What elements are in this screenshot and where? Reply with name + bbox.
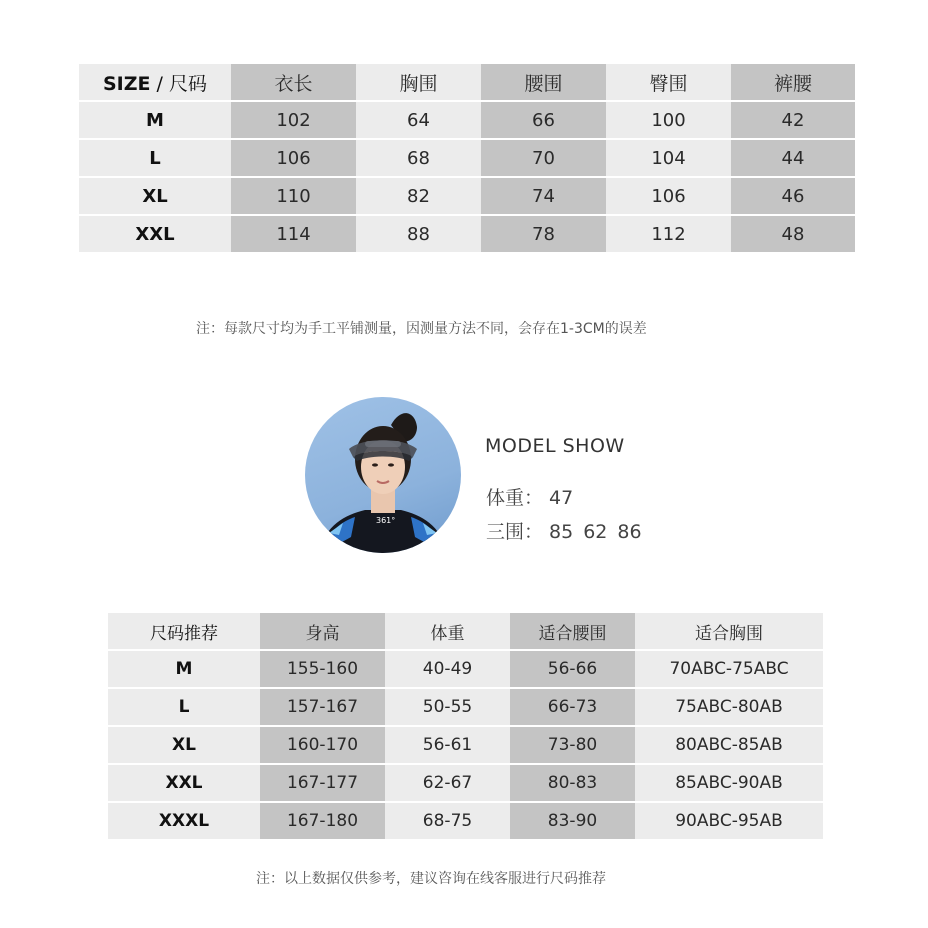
size-chart-header-length: 衣长 (231, 64, 356, 100)
size-chart-header-waist: 腰围 (481, 64, 606, 100)
size-recommendation-table (108, 611, 823, 841)
shirt-logo: 361° (376, 516, 396, 525)
table-cell: 50-55 (385, 689, 510, 725)
size-label: XL (108, 727, 260, 763)
model-weight-label: 体重： (486, 487, 544, 509)
table-cell: 83-90 (510, 803, 635, 839)
model-hip-value: 86 (617, 521, 642, 543)
table-cell: 40-49 (385, 651, 510, 687)
table-row (79, 102, 855, 138)
recommendation-header-row (108, 613, 823, 649)
recommendation-header-height: 身高 (260, 613, 385, 649)
size-label: XXL (79, 216, 231, 252)
size-chart-corner-header: SIZE / 尺码 (79, 64, 231, 100)
table-cell: 80ABC-85AB (635, 727, 823, 763)
recommendation-note: 注：以上数据仅供参考，建议咨询在线客服进行尺码推荐 (256, 871, 606, 887)
table-cell: 46 (731, 178, 855, 214)
table-cell: 56-66 (510, 651, 635, 687)
size-label: L (79, 140, 231, 176)
table-row (108, 651, 823, 687)
recommendation-header-weight: 体重 (385, 613, 510, 649)
table-cell: 167-180 (260, 803, 385, 839)
table-row (79, 178, 855, 214)
table-cell: 106 (606, 178, 731, 214)
table-cell: 104 (606, 140, 731, 176)
table-cell: 160-170 (260, 727, 385, 763)
table-cell: 68-75 (385, 803, 510, 839)
size-chart-header-hip: 臀围 (606, 64, 731, 100)
size-chart-header-row (79, 64, 855, 100)
table-cell: 42 (731, 102, 855, 138)
model-measurements (486, 517, 642, 544)
table-cell: 48 (731, 216, 855, 252)
size-chart-table (79, 62, 855, 254)
table-cell: 90ABC-95AB (635, 803, 823, 839)
table-cell: 66 (481, 102, 606, 138)
table-row (108, 689, 823, 725)
table-cell: 73-80 (510, 727, 635, 763)
table-cell: 106 (231, 140, 356, 176)
table-cell: 44 (731, 140, 855, 176)
table-cell: 88 (356, 216, 481, 252)
table-cell: 82 (356, 178, 481, 214)
table-cell: 157-167 (260, 689, 385, 725)
table-cell: 56-61 (385, 727, 510, 763)
table-cell: 70ABC-75ABC (635, 651, 823, 687)
table-cell: 167-177 (260, 765, 385, 801)
table-cell: 64 (356, 102, 481, 138)
size-label: XXL (108, 765, 260, 801)
table-cell: 155-160 (260, 651, 385, 687)
table-row (108, 727, 823, 763)
recommendation-corner-header: 尺码推荐 (108, 613, 260, 649)
model-show-title: MODEL SHOW (485, 435, 625, 457)
table-cell: 100 (606, 102, 731, 138)
model-weight-value: 47 (549, 487, 574, 509)
size-chart-header-pant-waist: 裤腰 (731, 64, 855, 100)
recommendation-header-waist: 适合腰围 (510, 613, 635, 649)
size-chart-header-bust: 胸围 (356, 64, 481, 100)
table-cell: 66-73 (510, 689, 635, 725)
table-cell: 74 (481, 178, 606, 214)
table-cell: 102 (231, 102, 356, 138)
table-cell: 110 (231, 178, 356, 214)
table-cell: 80-83 (510, 765, 635, 801)
size-label: XL (79, 178, 231, 214)
model-avatar (305, 397, 461, 553)
table-cell: 85ABC-90AB (635, 765, 823, 801)
model-waist-value: 62 (583, 521, 608, 543)
size-label: M (79, 102, 231, 138)
model-weight (486, 483, 573, 510)
table-cell: 75ABC-80AB (635, 689, 823, 725)
table-cell: 114 (231, 216, 356, 252)
model-portrait-illustration (305, 397, 461, 553)
table-cell: 78 (481, 216, 606, 252)
model-bust-value: 85 (549, 521, 574, 543)
table-row (79, 216, 855, 252)
model-measurements-label: 三围： (486, 521, 544, 543)
measurement-note: 注：每款尺寸均为手工平铺测量，因测量方法不同，会存在1-3CM的误差 (196, 321, 647, 337)
table-cell: 112 (606, 216, 731, 252)
size-label: XXXL (108, 803, 260, 839)
table-cell: 68 (356, 140, 481, 176)
table-row (108, 765, 823, 801)
table-cell: 62-67 (385, 765, 510, 801)
recommendation-header-bust: 适合胸围 (635, 613, 823, 649)
table-row (79, 140, 855, 176)
table-cell: 70 (481, 140, 606, 176)
size-label: L (108, 689, 260, 725)
size-label: M (108, 651, 260, 687)
table-row (108, 803, 823, 839)
